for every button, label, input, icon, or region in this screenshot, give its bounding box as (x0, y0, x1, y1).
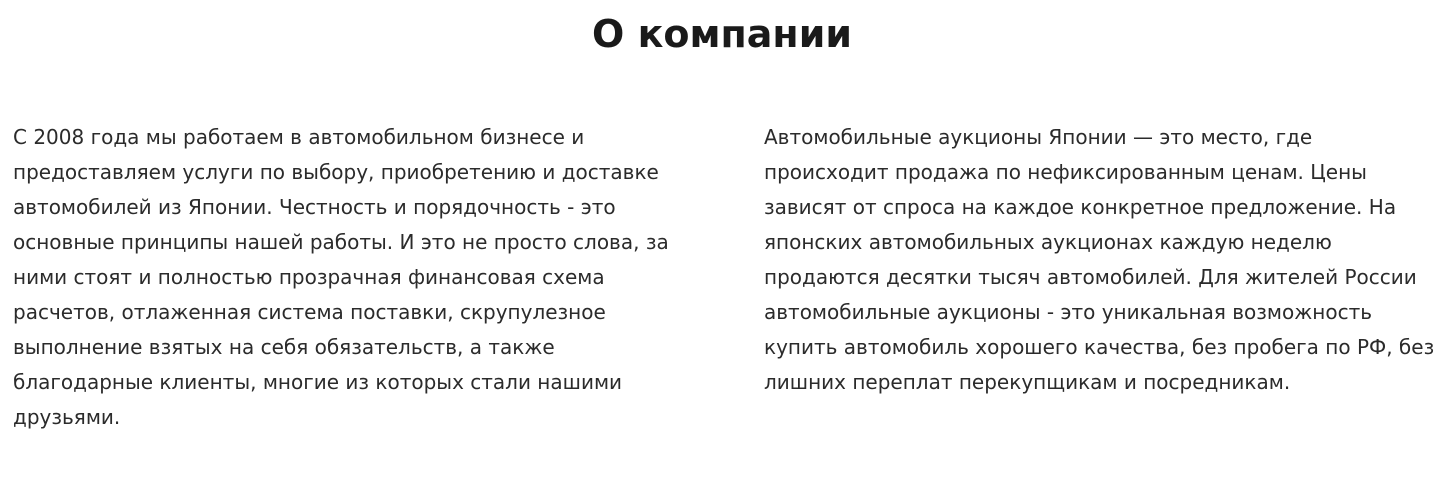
paragraph-line: друзьями. (13, 405, 121, 429)
about-paragraph-right (764, 120, 1434, 400)
paragraph-line: выполнение взятых на себя обязательств, а также (13, 335, 555, 359)
paragraph-line: автомобильные аукционы - это уникальная возможность (764, 300, 1373, 324)
section-title: О компании (592, 12, 852, 56)
paragraph-line: зависят от спроса на каждое конкретное предложение. На (764, 195, 1397, 219)
paragraph-line: лишних переплат перекупщикам и посредникам. (764, 370, 1291, 394)
paragraph-line: предоставляем услуги по выбору, приобретению и доставке (13, 160, 659, 184)
paragraph-line: С 2008 года мы работаем в автомобильном бизнесе и (13, 125, 585, 149)
paragraph-line: купить автомобиль хорошего качества, без пробега по РФ, без (764, 335, 1435, 359)
paragraph-line: японских автомобильных аукционах каждую неделю (764, 230, 1332, 254)
paragraph-line: продаются десятки тысяч автомобилей. Для жителей России (764, 265, 1417, 289)
about-paragraph-left (13, 120, 693, 435)
paragraph-line: Автомобильные аукционы Японии — это место, где (764, 125, 1313, 149)
paragraph-line: ними стоят и полностью прозрачная финансовая схема (13, 265, 605, 289)
paragraph-line: происходит продажа по нефиксированным ценам. Цены (764, 160, 1367, 184)
paragraph-line: благодарные клиенты, многие из которых стали нашими (13, 370, 623, 394)
paragraph-line: расчетов, отлаженная система поставки, скрупулезное (13, 300, 606, 324)
paragraph-line: автомобилей из Японии. Честность и порядочность - это (13, 195, 616, 219)
paragraph-line: основные принципы нашей работы. И это не просто слова, за (13, 230, 669, 254)
